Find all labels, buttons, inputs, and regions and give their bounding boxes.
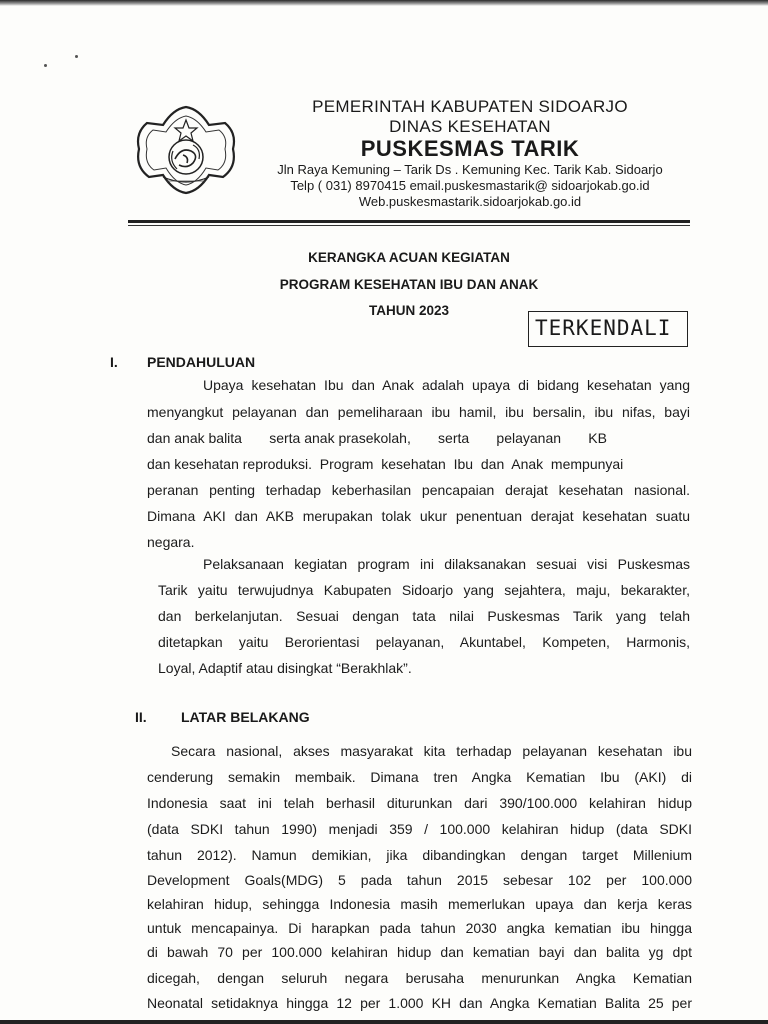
paragraph-line: Dimana AKI dan AKB merupakan tolak ukur penentuan derajat kesehatan suatu [147,508,690,524]
letterhead-institution: PUSKESMAS TARIK [360,136,580,161]
paragraph-line: ditetapkan yaitu Berorientasi pelayanan, Akuntabel, Kompeten, Harmonis, [158,634,690,650]
section-heading: LATAR BELAKANG [181,709,310,725]
paragraph-line: Loyal, Adaptif atau disingkat “Berakhlak”. [158,660,412,676]
document-title: KERANGKA ACUAN KEGIATAN [308,250,510,265]
scan-edge [0,0,768,6]
letterhead-website: Web.puskesmastarik.sidoarjokab.go.id [358,194,582,209]
paragraph-line: Tarik yaitu terwujudnya Kabupaten Sidoarjo yang sejahtera, maju, bekarakter, [158,582,690,598]
section-number: II. [135,709,147,725]
paragraph-line: untuk mencapainya. Di harapkan pada tahun 2030 angka kematian ibu hingga [147,920,692,936]
letterhead-address: Jln Raya Kemuning – Tarik Ds . Kemuning Kec. Tarik Kab. Sidoarjo [277,162,663,177]
letterhead-contact: Telp ( 031) 8970415 email.puskesmastarik@ sidoarjokab.go.id [290,178,650,193]
paragraph-line: negara. [147,534,195,550]
document-year: TAHUN 2023 [368,303,450,318]
paragraph-line: Development Goals(MDG) 5 pada tahun 2015 sebesar 102 per 100.000 [147,872,692,888]
section-number: I. [110,354,118,370]
paragraph-line: peranan penting terhadap keberhasilan pencapaian derajat kesehatan nasional. [147,482,690,498]
paragraph-line: (data SDKI tahun 1990) menjadi 359 / 100.000 kelahiran hidup (data SDKI [147,821,692,837]
scan-edge-bottom [0,1020,768,1024]
paragraph-line: tahun 2012). Namun demikian, jika dibandingkan dengan target Millenium [147,847,692,863]
section-heading: PENDAHULUAN [147,354,256,370]
letterhead-government: PEMERINTAH KABUPATEN SIDOARJO [312,97,628,116]
paragraph-line: kelahiran hidup, sehingga Indonesia masih memerlukan upaya dan kerja keras [147,896,692,912]
scan-speck [75,55,78,58]
paragraph-line: dan anak balita serta anak prasekolah, serta pelayanan KB [147,430,607,446]
stamp-label: TERKENDALI [535,316,672,340]
paragraph-line: Secara nasional, akses masyarakat kita terhadap pelayanan kesehatan ibu [171,743,692,759]
paragraph-line: dan kesehatan reproduksi. Program kesehatan Ibu dan Anak mempunyai [147,456,624,472]
scan-speck [44,64,47,67]
paragraph-line: Neonatal setidaknya hingga 12 per 1.000 KH dan Angka Kematian Balita 25 per [147,995,692,1011]
paragraph-line: dan berkelanjutan. Sesuai dengan tata nilai Puskesmas Tarik yang telah [158,608,690,624]
letterhead-department: DINAS KESEHATAN [389,117,551,136]
paragraph-line: cenderung semakin membaik. Dimana tren Angka Kematian Ibu (AKI) di [147,769,692,785]
paragraph-line: menyangkut pelayanan dan pemeliharaan ibu hamil, ibu bersalin, ibu nifas, bayi [147,404,690,420]
controlled-stamp [528,311,688,347]
paragraph-line: Indonesia saat ini telah berhasil diturunkan dari 390/100.000 kelahiran hidup [147,795,692,811]
paragraph-line: Pelaksanaan kegiatan program ini dilaksanakan sesuai visi Puskesmas [203,556,690,572]
paragraph-line: dicegah, dengan seluruh negara berusaha menurunkan Angka Kematian [147,970,692,986]
sidoarjo-emblem-icon [133,103,239,195]
letterhead-divider-thin [128,225,690,226]
letterhead-divider [128,220,690,223]
paragraph-line: Upaya kesehatan Ibu dan Anak adalah upaya di bidang kesehatan yang [203,377,690,393]
paragraph-line: di bawah 70 per 100.000 kelahiran hidup dan kematian bayi dan balita yg dpt [147,944,692,960]
document-subtitle: PROGRAM KESEHATAN IBU DAN ANAK [279,277,539,292]
